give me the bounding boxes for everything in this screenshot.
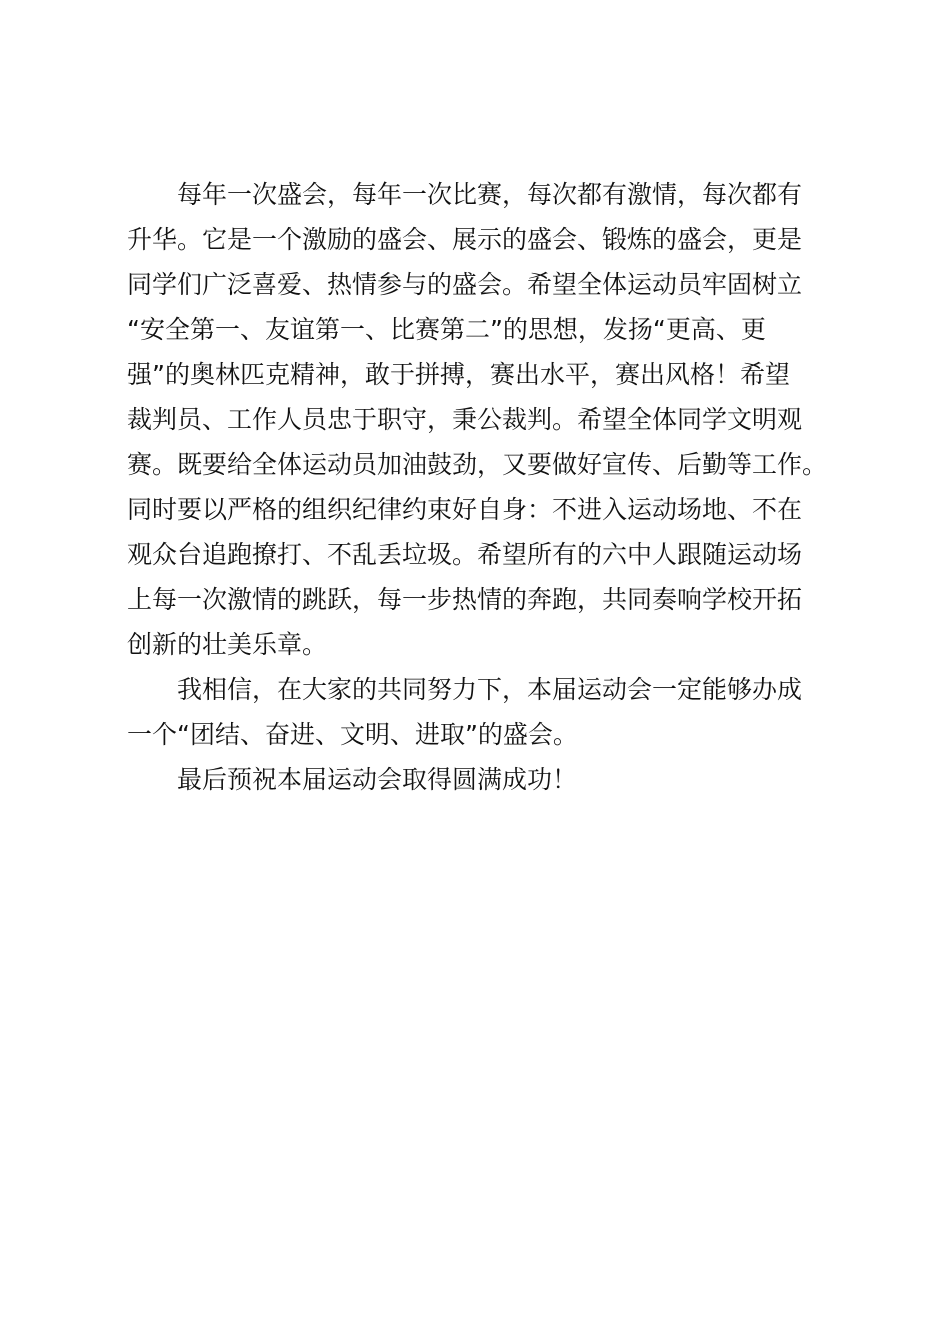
text-line: 创新的壮美乐章。 bbox=[127, 630, 328, 659]
text-line: 每年一次盛会，每年一次比赛，每次都有激情，每次都有 bbox=[177, 180, 803, 209]
paragraph-1 bbox=[127, 172, 837, 667]
text-line: 最后预祝本届运动会取得圆满成功！ bbox=[177, 765, 578, 794]
text-line: 我相信，在大家的共同努力下，本届运动会一定能够办成 bbox=[177, 675, 803, 704]
text-line: 升华。它是一个激励的盛会、展示的盛会、锻炼的盛会，更是 bbox=[127, 225, 803, 254]
text-line: 强”的奥林匹克精神，敢于拼搏，赛出水平，赛出风格！希望 bbox=[127, 360, 790, 389]
text-line: 同学们广泛喜爱、热情参与的盛会。希望全体运动员牢固树立 bbox=[127, 270, 803, 299]
paragraph-2 bbox=[127, 667, 837, 757]
paragraph-3 bbox=[127, 757, 837, 802]
text-line: 裁判员、工作人员忠于职守，秉公裁判。希望全体同学文明观 bbox=[127, 405, 803, 434]
text-line: 赛。既要给全体运动员加油鼓劲，又要做好宣传、后勤等工作。 bbox=[127, 450, 828, 479]
text-line: “安全第一、友谊第一、比赛第二”的思想，发扬“更高、更 bbox=[127, 315, 766, 344]
text-line: 观众台追跑撩打、不乱丢垃圾。希望所有的六中人跟随运动场 bbox=[127, 540, 803, 569]
document-body bbox=[127, 172, 837, 802]
text-line: 一个“团结、奋进、文明、进取”的盛会。 bbox=[127, 720, 578, 749]
text-line: 上每一次激情的跳跃，每一步热情的奔跑，共同奏响学校开拓 bbox=[127, 585, 803, 614]
text-line: 同时要以严格的组织纪律约束好自身：不进入运动场地、不在 bbox=[127, 495, 803, 524]
